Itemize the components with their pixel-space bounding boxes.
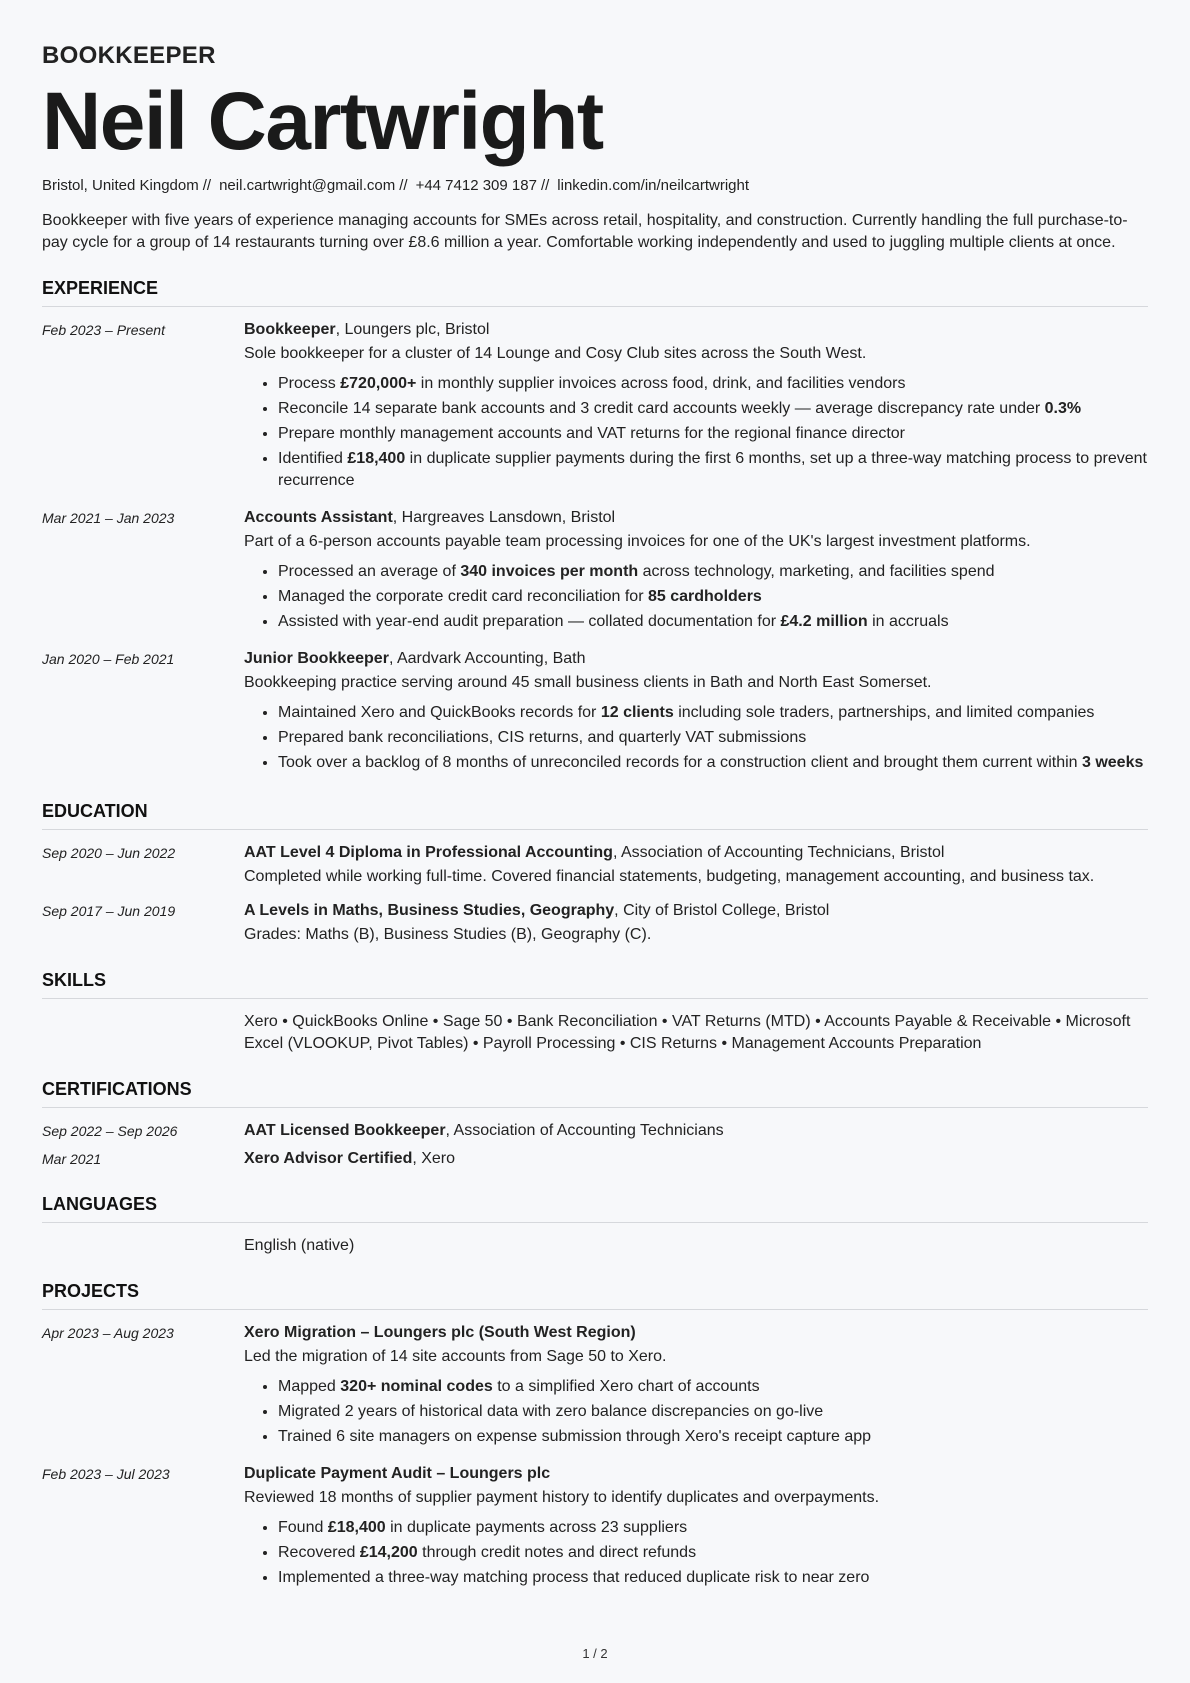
entry-title	[244, 319, 1148, 341]
summary: Bookkeeper with five years of experience managing accounts for SMEs across retail, hospitality, and construction. Currently handling the full purchase-to-pay cycle for a group of 14 restaurants turning over £8.6 million a year. Comfortable working independently and used to juggling multiple clients at once.	[42, 212, 1128, 251]
entry-title	[244, 1463, 1148, 1485]
entry-description: Completed while working full-time. Covered financial statements, budgeting, management accounting, and business tax.	[244, 868, 1095, 885]
highlight-figure: 0.3%	[1044, 400, 1082, 417]
entry-title	[244, 842, 1148, 864]
achievement-list	[244, 373, 1148, 492]
entry-description: Part of a 6-person accounts payable team processing invoices for one of the UK's largest investment platforms.	[244, 533, 1031, 550]
entry-role: A Levels in Maths, Business Studies, Geography	[244, 902, 615, 919]
entry-organization: , City of Bristol College, Bristol	[614, 902, 830, 919]
section-title: SKILLS	[42, 968, 1148, 999]
skills-section	[42, 968, 1148, 1055]
entry-organization: , Loungers plc, Bristol	[335, 321, 490, 338]
text-segment: Mapped	[278, 1378, 341, 1395]
entry-date: Apr 2023 – Aug 2023	[42, 1325, 174, 1341]
contact-separator: //	[540, 177, 550, 194]
entry-body	[244, 1463, 1148, 1592]
entry-role: Xero Advisor Certified	[244, 1150, 413, 1167]
achievement-item	[278, 561, 1148, 583]
entry-title	[244, 1120, 1148, 1142]
text-segment: in monthly supplier invoices across food, drink, and facilities vendors	[416, 375, 906, 392]
entry-body	[244, 648, 1148, 777]
entry-description: Bookkeeping practice serving around 45 small business clients in Bath and North East Somerset.	[244, 674, 932, 691]
entry-role: Junior Bookkeeper	[244, 650, 389, 667]
contact-location: Bristol, United Kingdom	[42, 177, 199, 194]
entry-role: Xero Migration – Loungers plc (South West Region)	[244, 1324, 636, 1341]
text-segment: Recovered	[278, 1544, 360, 1561]
text-segment: in duplicate supplier payments during the first 6 months, set up a three-way matching process to prevent recurrence	[278, 450, 1147, 489]
entry-role: AAT Licensed Bookkeeper	[244, 1122, 446, 1139]
entry-date: Sep 2017 – Jun 2019	[42, 903, 176, 919]
highlight-figure: £18,400	[347, 450, 406, 467]
text-segment: through credit notes and direct refunds	[417, 1544, 697, 1561]
entry-date: Sep 2020 – Jun 2022	[42, 845, 176, 861]
text-segment: Prepare monthly management accounts and VAT returns for the regional finance director	[278, 425, 906, 442]
entry-title	[244, 1148, 1148, 1170]
entry-date: Feb 2023 – Present	[42, 322, 165, 338]
entry-role: Duplicate Payment Audit – Loungers plc	[244, 1465, 551, 1482]
highlight-figure: 320+ nominal codes	[340, 1378, 493, 1395]
entry	[42, 1120, 1148, 1142]
achievement-item	[278, 702, 1148, 724]
entry-date: Jan 2020 – Feb 2021	[42, 651, 175, 667]
text-segment: Process	[278, 375, 341, 392]
entry-organization: , Aardvark Accounting, Bath	[388, 650, 586, 667]
resume-page	[42, 40, 1148, 1592]
entry	[42, 648, 1148, 777]
contact-line	[42, 176, 1148, 196]
text-segment: in duplicate payments across 23 suppliers	[385, 1519, 688, 1536]
contact-linkedin[interactable]: linkedin.com/in/neilcartwright	[557, 177, 750, 194]
entry-body	[244, 842, 1148, 888]
achievement-item	[278, 1542, 1148, 1564]
achievement-item	[278, 586, 1148, 608]
entry-organization: , Xero	[412, 1150, 456, 1167]
text-segment: Maintained Xero and QuickBooks records for	[278, 704, 601, 721]
projects-list	[42, 1322, 1148, 1592]
entry-title	[244, 648, 1148, 670]
job-title: BOOKKEEPER	[42, 42, 216, 69]
achievement-item	[278, 1376, 1148, 1398]
achievement-item	[278, 1401, 1148, 1423]
text-segment: across technology, marketing, and facilities spend	[638, 563, 995, 580]
entry-body	[244, 1322, 1148, 1451]
text-segment: Assisted with year-end audit preparation — collated documentation for	[278, 613, 781, 630]
achievement-item	[278, 611, 1148, 633]
text-segment: Identified	[278, 450, 348, 467]
text-segment: including sole traders, partnerships, and limited companies	[673, 704, 1095, 721]
skills-entry	[42, 1011, 1148, 1055]
highlight-figure: 85 cardholders	[647, 588, 762, 605]
text-segment: Took over a backlog of 8 months of unreconciled records for a construction client and brought them current within	[278, 754, 1082, 771]
experience-section	[42, 276, 1148, 777]
contact-separator: //	[399, 177, 408, 194]
entry-description: Reviewed 18 months of supplier payment history to identify duplicates and overpayments.	[244, 1489, 880, 1506]
entry-description: Sole bookkeeper for a cluster of 14 Lounge and Cosy Club sites across the South West.	[244, 345, 867, 362]
entry	[42, 319, 1148, 495]
achievement-item	[278, 398, 1148, 420]
certifications-section	[42, 1077, 1148, 1170]
entry-body	[244, 507, 1148, 636]
languages-section	[42, 1192, 1148, 1257]
entry-date: Feb 2023 – Jul 2023	[42, 1466, 170, 1482]
entry-date: Sep 2022 – Sep 2026	[42, 1123, 178, 1139]
entry	[42, 900, 1148, 946]
entry	[42, 1322, 1148, 1451]
entry	[42, 1463, 1148, 1592]
entry-title	[244, 507, 1148, 529]
entry-body	[244, 1120, 1148, 1142]
achievement-list	[244, 561, 1148, 633]
entry-role: AAT Level 4 Diploma in Professional Accounting	[244, 844, 613, 861]
text-segment: Processed an average of	[278, 563, 461, 580]
entry-body	[244, 1148, 1148, 1170]
section-title: LANGUAGES	[42, 1192, 1148, 1223]
languages-list: English (native)	[244, 1237, 355, 1254]
text-segment: Reconcile 14 separate bank accounts and 3 credit card accounts weekly — average discrepancy rate under	[278, 400, 1045, 417]
contact-separator: //	[202, 177, 212, 194]
achievement-list	[244, 702, 1148, 774]
section-title: EDUCATION	[42, 799, 1148, 830]
page-number: 1 / 2	[582, 1646, 608, 1661]
certifications-list	[42, 1120, 1148, 1170]
section-title: EXPERIENCE	[42, 276, 1148, 307]
entry-role: Bookkeeper	[244, 321, 336, 338]
entry-date: Mar 2021	[42, 1151, 102, 1167]
achievement-item	[278, 423, 1148, 445]
achievement-list	[244, 1517, 1148, 1589]
skills-list: Xero • QuickBooks Online • Sage 50 • Bank Reconciliation • VAT Returns (MTD) • Accounts Payable & Receivable • Microsoft Excel (VLOOKUP, Pivot Tables) • Payroll Processing • CIS Returns • Management Accounts Preparation	[244, 1013, 1131, 1052]
highlight-figure: £18,400	[327, 1519, 386, 1536]
entry-organization: , Association of Accounting Technicians, Bristol	[612, 844, 945, 861]
entry	[42, 1148, 1148, 1170]
section-title: CERTIFICATIONS	[42, 1077, 1148, 1108]
text-segment: Found	[278, 1519, 328, 1536]
entry-role: Accounts Assistant	[244, 509, 393, 526]
entry-organization: , Hargreaves Lansdown, Bristol	[392, 509, 616, 526]
highlight-figure: £720,000+	[340, 375, 417, 392]
achievement-item	[278, 1426, 1148, 1448]
achievement-item	[278, 1517, 1148, 1539]
education-section	[42, 799, 1148, 946]
highlight-figure: 340 invoices per month	[460, 563, 639, 580]
entry-title	[244, 900, 1148, 922]
highlight-figure: £14,200	[359, 1544, 418, 1561]
entry-body	[244, 900, 1148, 946]
achievement-item	[278, 448, 1148, 492]
section-title: PROJECTS	[42, 1279, 1148, 1310]
contact-email[interactable]: neil.cartwright@gmail.com	[219, 177, 396, 194]
achievement-list	[244, 1376, 1148, 1448]
entry	[42, 842, 1148, 888]
text-segment: Implemented a three-way matching process that reduced duplicate risk to near zero	[278, 1569, 870, 1586]
text-segment: in accruals	[867, 613, 949, 630]
entry-organization: , Association of Accounting Technicians	[445, 1122, 724, 1139]
entry-title	[244, 1322, 1148, 1344]
text-segment: Trained 6 site managers on expense submission through Xero's receipt capture app	[278, 1428, 872, 1445]
languages-entry	[42, 1235, 1148, 1257]
entry-description: Grades: Maths (B), Business Studies (B), Geography (C).	[244, 926, 652, 943]
highlight-figure: 12 clients	[600, 704, 674, 721]
candidate-name: Neil Cartwright	[42, 76, 603, 167]
achievement-item	[278, 373, 1148, 395]
entry-date: Mar 2021 – Jan 2023	[42, 510, 175, 526]
experience-list	[42, 319, 1148, 777]
text-segment: Prepared bank reconciliations, CIS returns, and quarterly VAT submissions	[278, 729, 807, 746]
text-segment: Migrated 2 years of historical data with zero balance discrepancies on go-live	[278, 1403, 824, 1420]
achievement-item	[278, 752, 1148, 774]
projects-section	[42, 1279, 1148, 1592]
highlight-figure: 3 weeks	[1081, 754, 1144, 771]
highlight-figure: £4.2 million	[780, 613, 868, 630]
education-list	[42, 842, 1148, 946]
entry-description: Led the migration of 14 site accounts from Sage 50 to Xero.	[244, 1348, 667, 1365]
contact-phone[interactable]: +44 7412 309 187	[415, 177, 537, 194]
text-segment: to a simplified Xero chart of accounts	[492, 1378, 760, 1395]
text-segment: Managed the corporate credit card reconciliation for	[278, 588, 648, 605]
achievement-item	[278, 727, 1148, 749]
achievement-item	[278, 1567, 1148, 1589]
entry-body	[244, 319, 1148, 495]
entry	[42, 507, 1148, 636]
